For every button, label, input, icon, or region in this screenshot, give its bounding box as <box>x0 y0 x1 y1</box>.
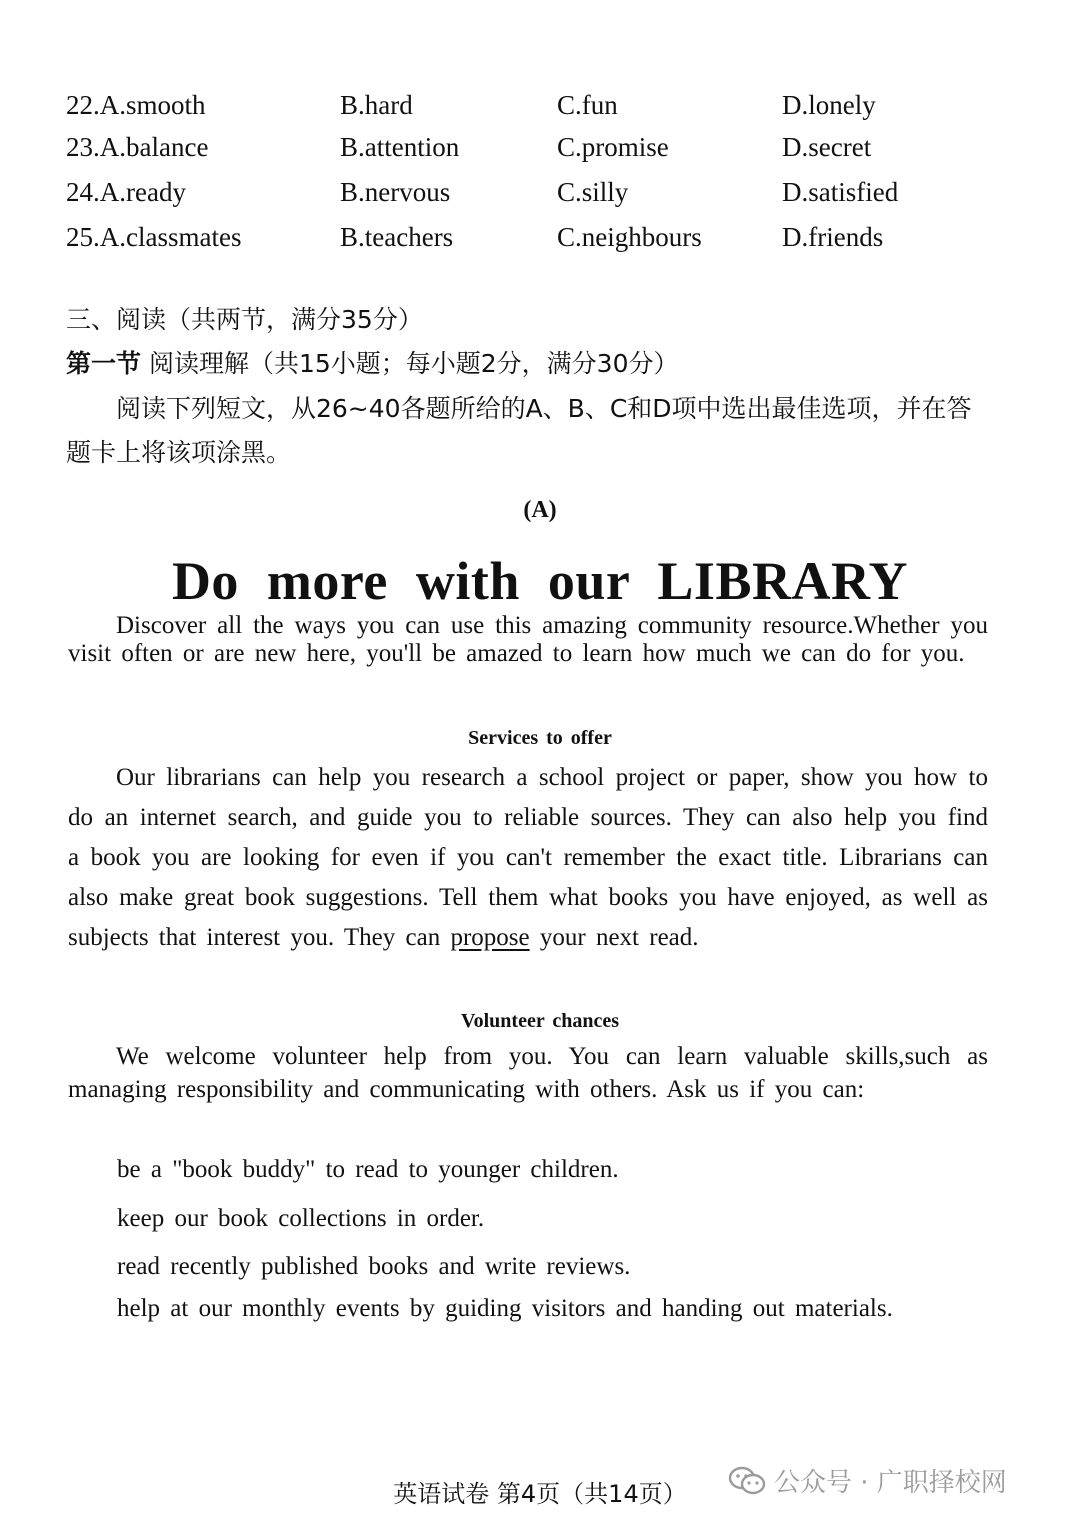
volunteer-item: be a "book buddy" to read to younger children. <box>117 1156 619 1183</box>
mcq-row-22 <box>0 90 1080 130</box>
option-a: 22.A.smooth <box>66 90 206 120</box>
passage-title: Do more with our LIBRARY <box>171 551 909 611</box>
option-c: C.fun <box>557 90 618 120</box>
volunteer-item: read recently published books and write reviews. <box>117 1253 631 1280</box>
option-d: D.friends <box>782 222 884 252</box>
watermark <box>728 1462 1007 1499</box>
services-heading: Services to offer <box>468 727 612 749</box>
volunteer-item: keep our book collections in order. <box>117 1205 485 1232</box>
option-a: 25.A.classmates <box>66 222 242 252</box>
option-b: B.nervous <box>340 177 451 207</box>
mcq-row-25 <box>0 222 1080 262</box>
page-footer: 英语试卷 第4页（共14页） <box>393 1480 687 1508</box>
option-b: B.attention <box>340 132 460 162</box>
section-title: 三、阅读（共两节，满分35分） <box>66 305 423 334</box>
volunteer-heading: Volunteer chances <box>461 1010 619 1032</box>
watermark-text: 公众号 · 广职择校网 <box>774 1468 1007 1498</box>
option-b: B.teachers <box>340 222 454 252</box>
services-paragraph <box>68 758 988 958</box>
mcq-row-24 <box>0 177 1080 217</box>
intro-paragraph: Discover all the ways you can use this amazing community resource.Whether you visit often or are new here, you'll be amazed to learn how much we can do for you. <box>68 612 988 667</box>
instruction-line-2: 题卡上将该项涂黑。 <box>66 438 292 467</box>
part-label: 第一节 <box>66 349 142 378</box>
underlined-word: propose <box>450 924 530 951</box>
part-description: 阅读理解（共15小题；每小题2分，满分30分） <box>141 349 679 378</box>
instruction-line-1: 阅读下列短文，从26~40各题所给的A、B、C和D项中选出最佳选项，并在答 <box>66 394 972 423</box>
option-c: C.neighbours <box>557 222 702 252</box>
option-d: D.secret <box>782 132 872 162</box>
volunteer-item: help at our monthly events by guiding visitors and handing out materials. <box>117 1295 893 1322</box>
mcq-row-23 <box>0 132 1080 172</box>
option-b: B.hard <box>340 90 413 120</box>
services-text-end: your next read. <box>529 924 699 951</box>
wechat-icon <box>728 1465 766 1497</box>
option-d: D.satisfied <box>782 177 899 207</box>
passage-label: (A) <box>523 497 557 523</box>
option-c: C.promise <box>557 132 669 162</box>
services-text: Our librarians can help you research a school project or paper, show you how to do an internet search, and guide you to reliable sources. They can also help you find a book you are looking for even if you can't remember the exact title. Librarians can also make great book suggestions. Tell them what books you have enjoyed, as well as subjects that interest you. They can <box>68 764 988 951</box>
part-heading <box>66 344 679 380</box>
option-d: D.lonely <box>782 90 876 120</box>
option-a: 23.A.balance <box>66 132 209 162</box>
option-a: 24.A.ready <box>66 177 186 207</box>
option-c: C.silly <box>557 177 629 207</box>
volunteer-paragraph: We welcome volunteer help from you. You can learn valuable skills,such as managing responsibility and communicating with others. Ask us if you can: <box>68 1043 988 1103</box>
